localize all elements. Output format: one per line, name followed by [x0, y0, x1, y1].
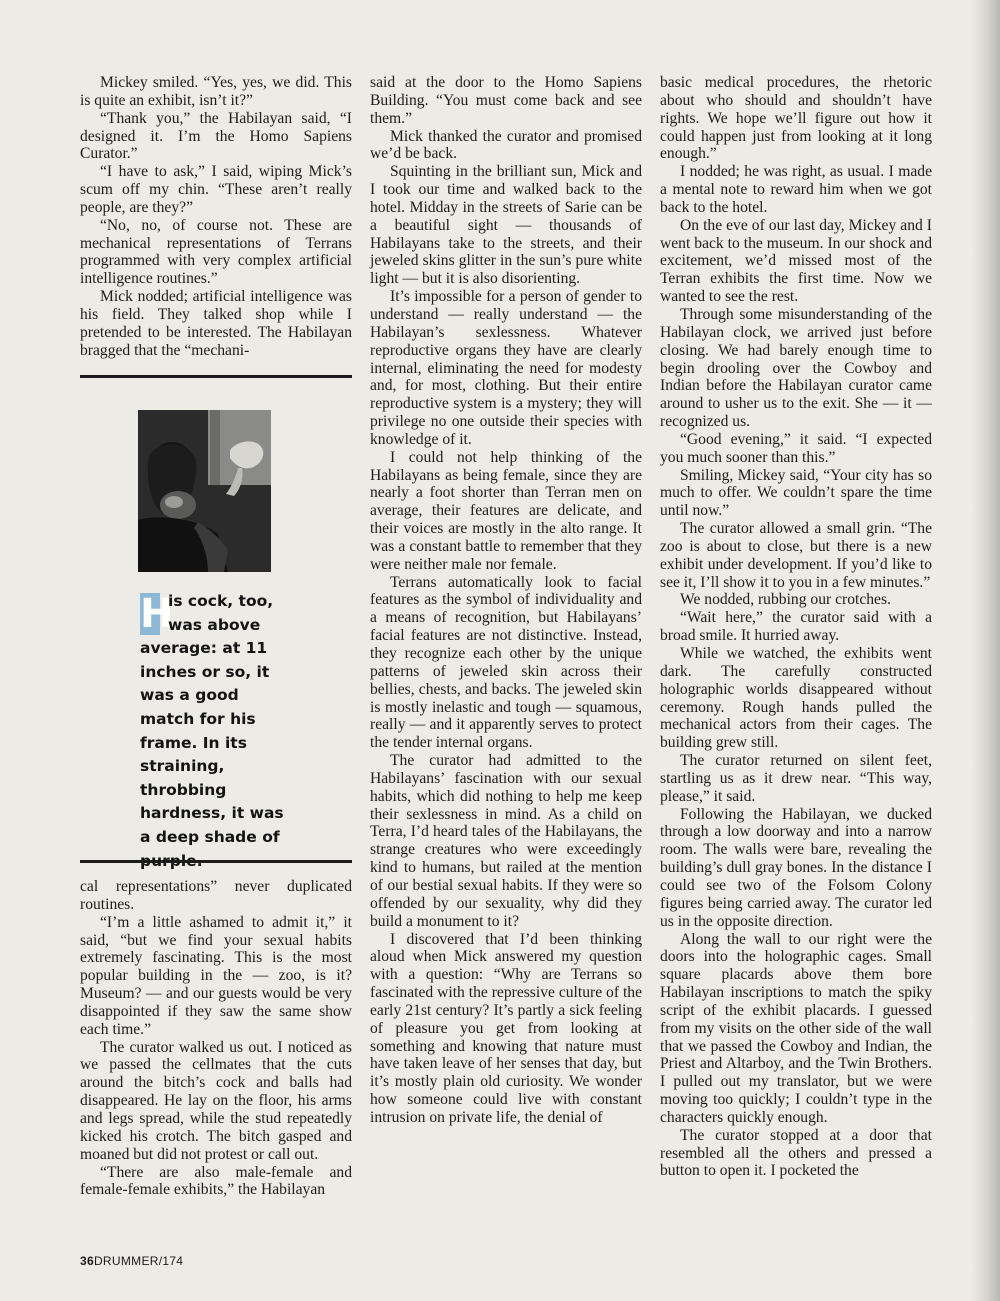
publication-name: DRUMMER/174 — [93, 1254, 184, 1268]
paragraph: “Good evening,” it said. “I expected you much sooner than this.” — [660, 430, 932, 466]
illustration-photo — [138, 410, 271, 572]
paragraph: On the eve of our last day, Mickey and I went back to the museum. In our shock and excitement, we’d missed most of the Terran exhibits the first time. Now we wanted to see the rest. — [660, 216, 932, 306]
paragraph: It’s impossible for a person of gender to understand — really understand — the Habilayan’s sexlessness. Whatever reproductive organs they have are clearly internal, eliminating the need for modesty and, for most, clothing. But their entire reproductive system is a mystery; they will privilege no one outside their species with knowledge of it. — [370, 288, 642, 448]
paragraph: The curator stopped at a door that resembled all the others and pressed a button to open it. I pocketed the — [660, 1126, 932, 1180]
paragraph: “There are also male-female and female-female exhibits,” the Habilayan — [80, 1163, 352, 1199]
column-1-bottom — [80, 878, 352, 1199]
paragraph: We nodded, rubbing our crotches. — [680, 591, 891, 609]
pull-quote-text: is cock, too, was above average: at 11 inches or so, it was a good match for his frame. In its straining, throbbing hardness, it was a deep shade of — [140, 592, 284, 846]
paragraph: Mick nodded; artificial intelligence was his field. They talked shop while I pretended to be interested. The Habilayan bragged that the “mechani- — [80, 288, 352, 359]
paragraph: Mickey smiled. “Yes, yes, we did. This is quite an exhibit, isn’t it?” — [80, 74, 352, 109]
paragraph: “No, no, of course not. These are mechanical representations of Terrans programmed with very complex artificial intelligence routines.” — [80, 216, 352, 288]
paragraph: Terrans automatically look to facial features as the symbol of individuality and a means of recognition, but Habilayans’ facial features are not distinctive. Instead, they recognize each other by the unique patterns of jeweled skin across their bellies, chests, and backs. The jeweled skin is mostly inelastic and tough — squamous, really — and it apparently serves to protect the tender internal organs. — [370, 573, 642, 752]
paragraph: The curator had admitted to the Habilayans’ fascination with our sexual habits, which did nothing to help me keep their sexlessness in mind. As a child on Terra, I’d heard tales of the Habilayans, the strange creatures who were exceedingly kind to humans, but railed at the mention of our bestial sexual habits. If they were so offended by our sexuality, why did they build a monument to it? — [370, 752, 642, 930]
paragraph: While we watched, the exhibits went dark. The carefully constructed holographic worlds disappeared without ceremony. Rough hands pulled the mechanical actors from their cages. The building grew still. — [660, 645, 932, 752]
paragraph: Along the wall to our right were the doors into the holographic cages. Small square placards above them bore Habilayan inscriptions to match the spiky script of the exhibit placards. I guessed from my visits on the other side of the wall that we passed the Cowboy and Indian, the Priest and Altarboy, and the Twin Brothers. I pulled out my translator, but we were moving too quickly; I couldn’t type in the characters quickly enough. — [660, 930, 932, 1126]
column-1-top — [80, 74, 352, 360]
page-number: 36 — [80, 1254, 94, 1268]
paragraph: I discovered that I’d been thinking aloud when Mick answered my question with a question: “Why are Terrans so fascinated with the repressive culture of the early 21st century? It’s partly a sick feeling of pleasure you get from looking at something and knowing that nature must have taken leave of her senses that day, but it’s mostly plain old curiosity. We wonder how someone could live with constant intrusion on private life, the denial of — [370, 930, 642, 1126]
paragraph: The curator walked us out. I noticed as we passed the cellmates that the cuts around the bitch’s cock and balls had disappeared. He lay on the floor, his arms and legs spread, while the stud repeatedly kicked his crotch. The bitch gasped and moaned but did not protest or call out. — [80, 1038, 352, 1163]
paragraph: The curator returned on silent feet, startling us as it drew near. “This way, please,” it said. — [660, 752, 932, 805]
paragraph: “Thank you,” the Habilayan said, “I designed it. I’m the Homo Sapiens Curator.” — [80, 109, 352, 163]
column-3 — [660, 74, 932, 1180]
paragraph: “I’m a little ashamed to admit it,” it said, “but we find your sexual habits extremely fascinating. This is the most popular building in the — zoo, is it? Museum? — and our guests would be very disappointed if they saw the same show each time.” — [80, 913, 352, 1038]
drop-cap: H — [140, 591, 174, 637]
column-2 — [370, 74, 642, 1127]
pullquote-rule-top — [80, 375, 352, 378]
paragraph: basic medical procedures, the rhetoric about who should and shouldn’t have rights. We hope we’ll figure out how it could happen just from looking at it long enough.” — [660, 74, 932, 163]
paragraph: Squinting in the brilliant sun, Mick and I took our time and walked back to the hotel. Midday in the streets of Sarie can be a beautiful sight — thousands of Habilayans take to the streets, and their jeweled skins glitter in the sun’s pure white light — but it is also disorienting. — [370, 163, 642, 288]
paragraph: Mick thanked the curator and promised we’d be back. — [370, 127, 642, 163]
pullquote-rule-bottom — [80, 860, 352, 863]
paragraph: Smiling, Mickey said, “Your city has so much to offer. We couldn’t spare the time until now.” — [660, 466, 932, 520]
pull-quote — [140, 590, 290, 873]
paragraph: cal representations” never duplicated routines. — [80, 878, 352, 913]
paragraph: Through some misunderstanding of the Habilayan clock, we arrived just before closing. We had barely enough time to begin drooling over the Cowboy and Indian before the Habilayan curator came around to usher us to the exit. She — it — recognized us. — [660, 305, 932, 431]
paragraph: The curator allowed a small grin. “The zoo is about to close, but there is a new exhibit under development. If you’d like to see it, I’ll show it to you in a few minutes.” — [660, 520, 932, 591]
paragraph: Following the Habilayan, we ducked through a low doorway and into a narrow room. The walls were bare, revealing the building’s dull gray bones. In the distance I could see two of the Folsom Colony figures being carried away. The curator led us in the opposite direction. — [660, 805, 932, 930]
page-edge-shadow — [972, 0, 1000, 1301]
paragraph: I could not help thinking of the Habilayans as being female, since they are nearly a foot shorter than Terran men on average, their features are delicate, and their voices are mostly in the alto range. It was a constant battle to remember that they were neither male nor female. — [370, 448, 642, 573]
paragraph: “Wait here,” the curator said with a broad smile. It hurried away. — [660, 609, 932, 645]
paragraph: said at the door to the Homo Sapiens Building. “You must come back and see them.” — [370, 74, 642, 127]
paragraph: I nodded; he was right, as usual. I made a mental note to reward him when we got back to the hotel. — [660, 163, 932, 216]
paragraph: “I have to ask,” I said, wiping Mick’s scum off my chin. “These aren’t really people, are they?” — [80, 163, 352, 216]
page-footer — [80, 1254, 183, 1268]
